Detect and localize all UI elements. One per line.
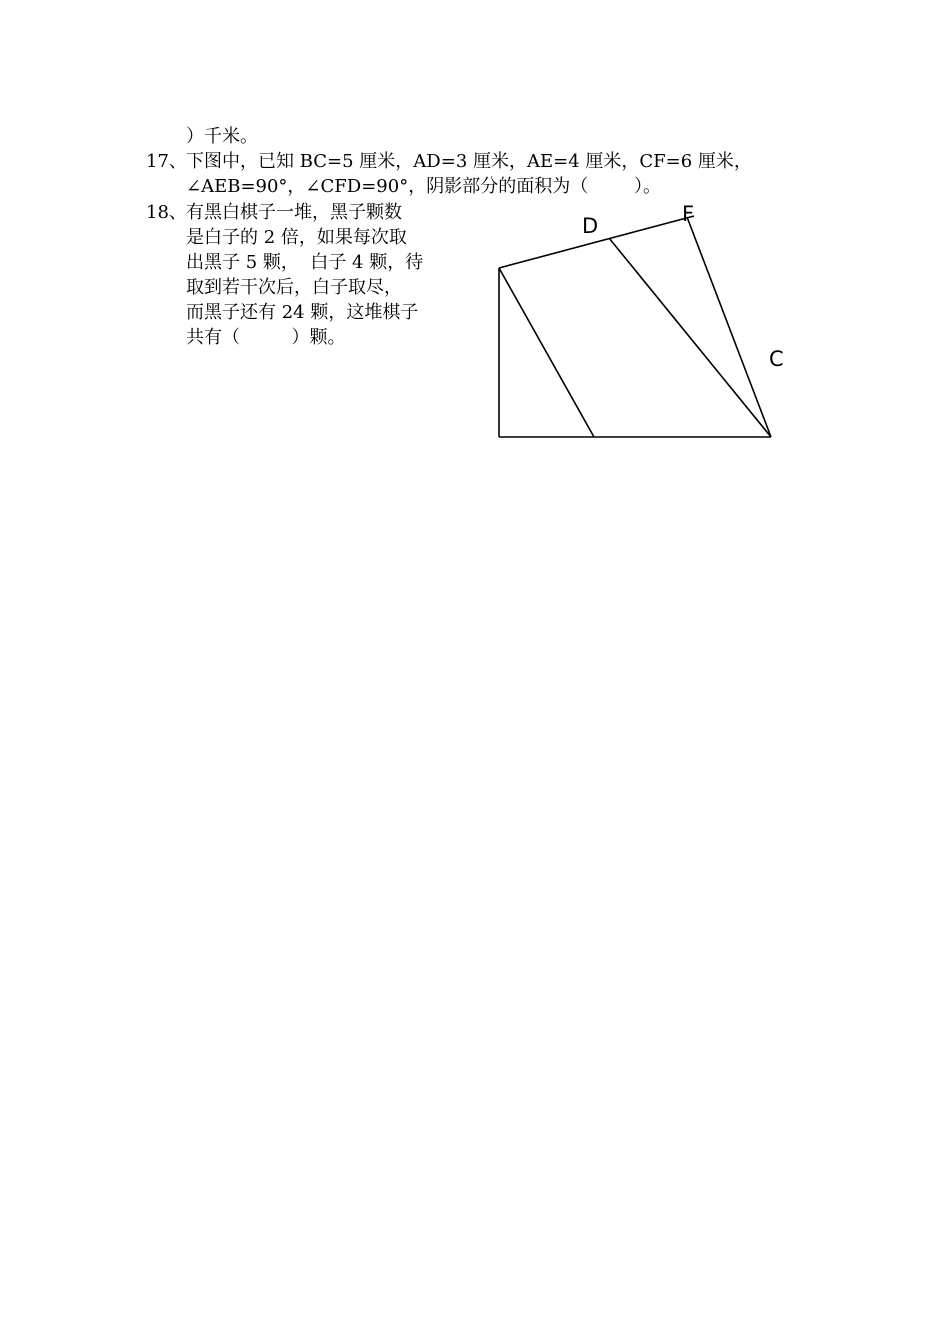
point-label-c: C xyxy=(769,347,784,371)
q18-line: 取到若干次后，白子取尽， xyxy=(186,277,402,298)
segment-a-to-e xyxy=(499,268,594,437)
q17-number: 17、 xyxy=(146,151,187,172)
q18-line: 而黑子还有 24 颗，这堆棋子 xyxy=(186,302,419,323)
q18-line: 有黑白棋子一堆，黑子颗数 xyxy=(186,202,402,223)
q18-line: 出黑子 5 颗， 白子 4 颗，待 xyxy=(186,252,424,273)
segment-d-to-c xyxy=(609,238,771,437)
point-label-f: F xyxy=(682,202,695,226)
geometry-figure xyxy=(470,190,810,460)
q18-line: 共有（ ）颗。 xyxy=(186,327,346,348)
q17-line2: ∠AEB=90°，∠CFD=90°，阴影部分的面积为（ ）。 xyxy=(186,176,661,197)
q18-line: 是白子的 2 倍，如果每次取 xyxy=(186,227,407,248)
segment-f-to-c xyxy=(687,217,771,437)
q16-tail: ）千米。 xyxy=(186,126,258,147)
point-label-d: D xyxy=(582,214,599,238)
q17-line1: 下图中，已知 BC=5 厘米，AD=3 厘米，AE=4 厘米，CF=6 厘米， xyxy=(186,151,752,172)
q18-number: 18、 xyxy=(146,202,187,223)
